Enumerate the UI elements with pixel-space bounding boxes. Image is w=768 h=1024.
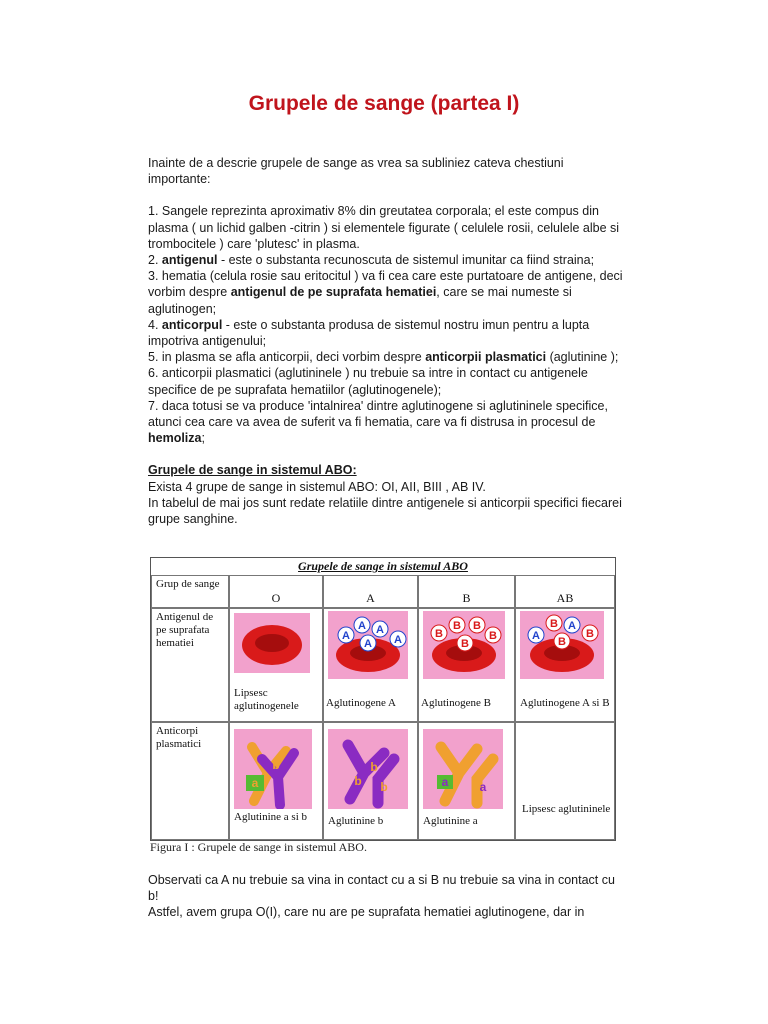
caption-a-antibody: Aglutinine b bbox=[328, 815, 384, 827]
term-hemolysis: hemoliza bbox=[148, 431, 202, 446]
caption-b-antigen: Aglutinogene B bbox=[421, 697, 491, 709]
rbc-b-image bbox=[423, 611, 505, 679]
antigen-b-label: B bbox=[461, 638, 469, 650]
cell-b-antibody bbox=[418, 722, 515, 840]
cell-ab-antibody bbox=[515, 722, 615, 840]
abo-figure bbox=[150, 557, 616, 841]
antibody-a-label: a bbox=[251, 776, 259, 790]
figure-title: Grupele de sange in sistemul ABO bbox=[298, 559, 468, 573]
list-item-3: 3. hematia (celula rosie sau eritocitul ) va fi cea care este purtatoare de antigene, deci vorbim despre antigenul de pe suprafata hematiei, care se mai numeste si aglutinogen; bbox=[148, 269, 623, 316]
section-line-1: Exista 4 grupe de sange in sistemul ABO: OI, AII, BIII , AB IV. bbox=[148, 479, 486, 494]
cell-ab-antigen bbox=[515, 608, 615, 722]
antibody-a-label: a bbox=[441, 775, 449, 789]
list-item-6: 6. anticorpii plasmatici (aglutininele ) nu trebuie sa intre in contact cu antigenele specifice de pe suprafata hematiilor (aglutinogenele); bbox=[148, 366, 588, 397]
header-label: Grup de sange bbox=[151, 575, 229, 608]
antibody-b-label: b bbox=[272, 758, 280, 772]
term-plasma-antibodies: anticorpii plasmatici bbox=[425, 350, 547, 365]
cell-a-antibody bbox=[323, 722, 418, 840]
antibody-b-label: b bbox=[370, 760, 378, 774]
antigen-b-label: B bbox=[550, 618, 558, 630]
footer-paragraph-1: Observati ca A nu trebuie sa vina in contact cu a si B nu trebuie sa vina in contact cu b! bbox=[148, 873, 615, 904]
antigen-b-label: B bbox=[473, 620, 481, 632]
antigen-b-label: B bbox=[586, 628, 594, 640]
term-antibody: anticorpul bbox=[161, 317, 223, 332]
antigen-a-label: A bbox=[376, 624, 384, 636]
antigen-b-label: B bbox=[435, 628, 443, 640]
antigen-a-label: A bbox=[364, 638, 372, 650]
antibody-b-label: b bbox=[380, 780, 388, 794]
list-item-2: 2. antigenul - este o substanta recunoscuta de sistemul imunitar ca fiind straina; bbox=[148, 253, 595, 268]
page-title: Grupele de sange (partea I) bbox=[248, 92, 520, 115]
footer-block bbox=[148, 872, 628, 921]
caption-ab-antigen: Aglutinogene A si B bbox=[520, 697, 610, 709]
cell-b-antigen bbox=[418, 608, 515, 722]
caption-b-antibody: Aglutinine a bbox=[423, 815, 478, 827]
antigen-a-label: A bbox=[342, 630, 350, 642]
caption-o-antibody: Aglutinine a si b bbox=[234, 811, 308, 823]
section-heading: Grupele de sange in sistemul ABO: bbox=[148, 463, 357, 478]
antibody-b-image bbox=[328, 729, 408, 809]
term-antigen: antigenul bbox=[161, 253, 218, 268]
list-item-7: 7. daca totusi se va produce 'intalnirea' dintre aglutinogene si aglutininele specifice, atunci cea care va avea de suferit va fi hematia, care va fi distrusa in procesul de hemoliza; bbox=[148, 398, 608, 446]
figure-caption: Figura I : Grupele de sange in sistemul ABO. bbox=[150, 840, 367, 854]
term-antigen-surface: antigenul de pe suprafata hematiei bbox=[230, 285, 437, 300]
list-item-1: 1. Sangele reprezinta aproximativ 8% din greutatea corporala; el este compus din plasma ( un lichid galben -citrin ) si elementele figurate ( celulele rosii, celulele albe si trombocitele ) care 'plutesc' in plasma. bbox=[148, 204, 620, 251]
antibody-a-image bbox=[423, 729, 503, 809]
row2-label: Anticorpi plasmatici bbox=[151, 722, 229, 840]
col-head-ab: AB bbox=[515, 575, 615, 608]
antigen-b-label: B bbox=[453, 620, 461, 632]
antigen-a-label: A bbox=[532, 630, 540, 642]
caption-o-antigen: Lipsesc aglutinogenele bbox=[234, 687, 299, 712]
antigen-a-label: A bbox=[358, 620, 366, 632]
antibody-a-label: a bbox=[479, 780, 487, 794]
rbc-ab-image bbox=[520, 611, 604, 679]
row1-label: Antigenul de pe suprafata hematiei bbox=[151, 608, 229, 722]
antigen-a-label: A bbox=[394, 634, 402, 646]
list-item-5: 5. in plasma se afla anticorpii, deci vorbim despre anticorpii plasmatici (aglutinine ); bbox=[148, 350, 619, 365]
antigen-b-label: B bbox=[489, 630, 497, 642]
footer-paragraph-2: Astfel, avem grupa O(I), care nu are pe suprafata hematiei aglutinogene, dar in bbox=[148, 905, 585, 920]
intro-block bbox=[148, 155, 628, 527]
antibody-ab-image bbox=[234, 729, 312, 809]
antibody-b-label: b bbox=[354, 774, 362, 788]
intro-paragraph: Inainte de a descrie grupele de sange as vrea sa subliniez cateva chestiuni importante: bbox=[148, 156, 564, 187]
section-line-2: In tabelul de mai jos sunt redate relatiile dintre antigenele si anticorpii specifici fiecarei grupe sanghine. bbox=[148, 495, 622, 527]
antigen-a-label: A bbox=[568, 620, 576, 632]
col-head-b: B bbox=[418, 575, 515, 608]
cell-o-antibody bbox=[229, 722, 323, 840]
cell-a-antigen bbox=[323, 608, 418, 722]
antigen-b-label: B bbox=[558, 636, 566, 648]
rbc-a-image bbox=[328, 611, 408, 679]
caption-ab-antibody: Lipsesc aglutininele bbox=[522, 803, 611, 815]
col-head-o: O bbox=[229, 575, 323, 608]
col-head-a: A bbox=[323, 575, 418, 608]
cell-o-antigen bbox=[229, 608, 323, 722]
list-item-4: 4. anticorpul - este o substanta produsa de sistemul nostru imun pentru a lupta impotriva antigenului; bbox=[148, 317, 590, 349]
rbc-o-image bbox=[234, 613, 310, 673]
caption-a-antigen: Aglutinogene A bbox=[326, 697, 396, 709]
